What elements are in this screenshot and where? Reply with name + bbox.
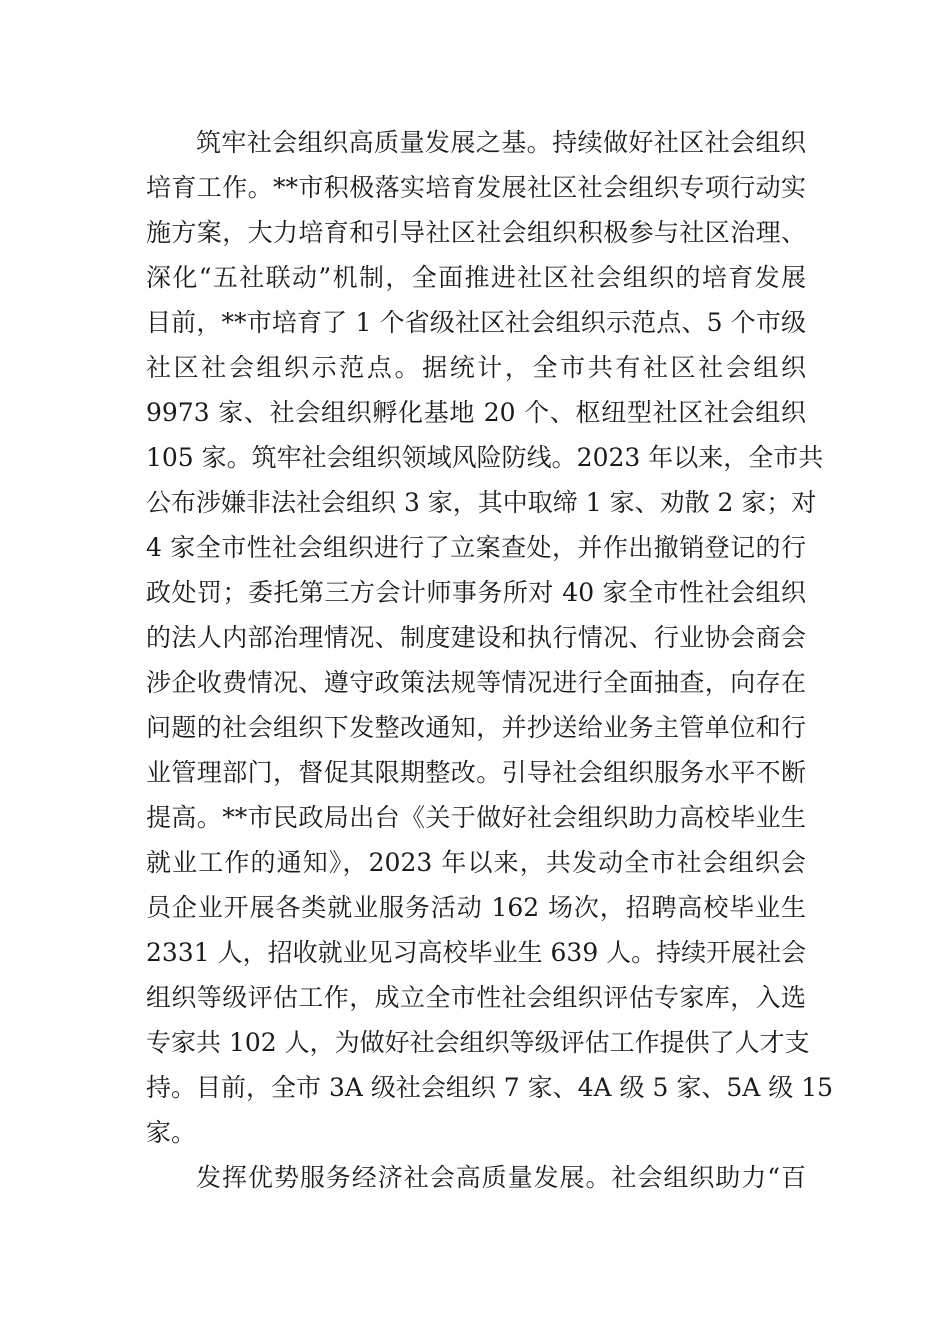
paragraph-1-line-4: 深化“五社联动”机制，全面推进社区社会组织的培育发展 [146, 263, 806, 292]
paragraph-1-line-2: 培育工作。**市积极落实培育发展社区社会组织专项行动实 [146, 173, 806, 202]
paragraph-1-line-6: 社区社会组织示范点。据统计，全市共有社区社会组织 [146, 353, 806, 382]
paragraph-1-line-1: 筑牢社会组织高质量发展之基。持续做好社区社会组织 [196, 128, 806, 157]
paragraph-1-line-12: 的法人内部治理情况、制度建设和执行情况、行业协会商会 [146, 623, 806, 652]
paragraph-1-line-20: 组织等级评估工作，成立全市性社会组织评估专家库，入选 [146, 983, 806, 1012]
paragraph-1-line-3: 施方案，大力培育和引导社区社会组织积极参与社区治理、 [146, 218, 806, 247]
paragraph-2-line-1: 发挥优势服务经济社会高质量发展。社会组织助力“百 [196, 1163, 806, 1192]
paragraph-1-line-16: 提高。**市民政局出台《关于做好社会组织助力高校毕业生 [146, 803, 806, 832]
paragraph-1-line-10: 4 家全市性社会组织进行了立案查处，并作出撤销登记的行 [146, 533, 806, 562]
paragraph-1-line-13: 涉企收费情况、遵守政策法规等情况进行全面抽查，向存在 [146, 668, 806, 697]
paragraph-1-line-15: 业管理部门，督促其限期整改。引导社会组织服务水平不断 [146, 758, 806, 787]
paragraph-1-line-9: 公布涉嫌非法社会组织 3 家，其中取缔 1 家、劝散 2 家；对 [146, 488, 817, 517]
paragraph-1-line-21: 专家共 102 人，为做好社会组织等级评估工作提供了人才支 [146, 1028, 810, 1057]
paragraph-1-line-23: 家。 [146, 1118, 197, 1147]
paragraph-1-line-8: 105 家。筑牢社会组织领域风险防线。2023 年以来，全市共 [146, 443, 824, 472]
paragraph-1-line-5: 目前，**市培育了 1 个省级社区社会组织示范点、5 个市级 [146, 308, 806, 337]
paragraph-1-line-18: 员企业开展各类就业服务活动 162 场次，招聘高校毕业生 [146, 893, 806, 922]
paragraph-1-line-22: 持。目前，全市 3A 级社会组织 7 家、4A 级 5 家、5A 级 15 [146, 1073, 834, 1102]
paragraph-1-line-7: 9973 家、社会组织孵化基地 20 个、枢纽型社区社会组织 [146, 398, 806, 427]
paragraph-1-line-11: 政处罚；委托第三方会计师事务所对 40 家全市性社会组织 [146, 578, 806, 607]
paragraph-1-line-19: 2331 人，招收就业见习高校毕业生 639 人。持续开展社会 [146, 938, 807, 967]
paragraph-1-line-14: 问题的社会组织下发整改通知，并抄送给业务主管单位和行 [146, 713, 806, 742]
paragraph-1-line-17: 就业工作的通知》，2023 年以来，共发动全市社会组织会 [146, 848, 806, 877]
